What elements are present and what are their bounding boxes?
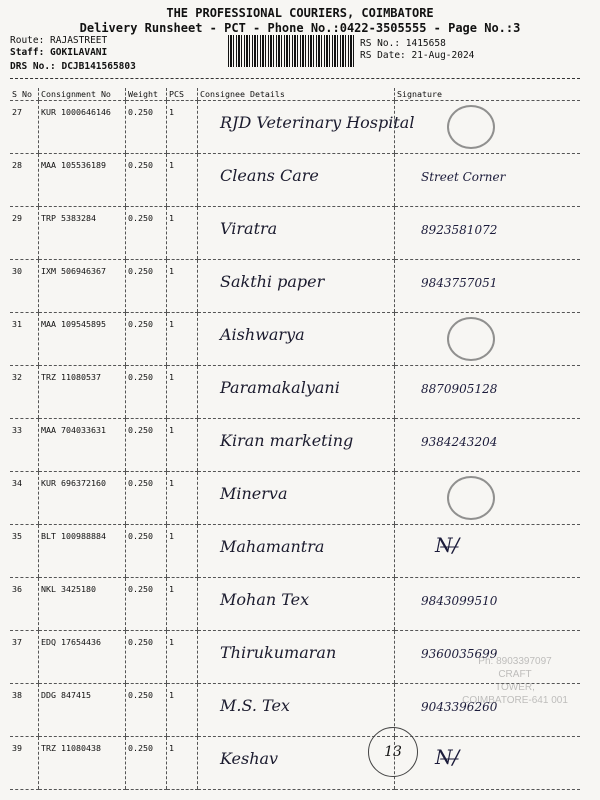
divider — [10, 78, 580, 79]
signature-text: 9043396260 — [421, 700, 498, 714]
route-label: Route: RAJASTREET — [10, 35, 108, 46]
weight: 0.250 — [126, 684, 167, 737]
signature-text: 9360035699 — [421, 647, 498, 661]
serial-number: 34 — [10, 472, 39, 525]
consignment-number: BLT 100988884 — [39, 525, 126, 578]
signature-cell — [395, 366, 581, 419]
pieces: 1 — [167, 737, 198, 790]
consignment-number: MAA 109545895 — [39, 313, 126, 366]
consignee-cell — [198, 260, 395, 313]
serial-number: 35 — [10, 525, 39, 578]
consignment-number: TRZ 11080438 — [39, 737, 126, 790]
signature-text: 8870905128 — [421, 382, 498, 396]
serial-number: 30 — [10, 260, 39, 313]
staff-label: Staff: GOKILAVANI — [10, 47, 108, 58]
weight: 0.250 — [126, 472, 167, 525]
table-row — [10, 472, 580, 525]
signature-text: 9843099510 — [421, 594, 498, 608]
consignment-number: EDQ 17654436 — [39, 631, 126, 684]
seal-stamp — [447, 105, 495, 149]
weight: 0.250 — [126, 313, 167, 366]
weight: 0.250 — [126, 737, 167, 790]
consignee-cell — [198, 472, 395, 525]
consignee-name: RJD Veterinary Hospital — [220, 113, 415, 132]
weight: 0.250 — [126, 631, 167, 684]
consignee-name: Mohan Tex — [220, 590, 310, 609]
consignee-cell — [198, 366, 395, 419]
consignment-number: DDG 847415 — [39, 684, 126, 737]
consignment-number: NKL 3425180 — [39, 578, 126, 631]
pieces: 1 — [167, 101, 198, 154]
col-sno: S No — [10, 88, 39, 101]
consignment-number: TRP 5383284 — [39, 207, 126, 260]
consignment-number: KUR 1000646146 — [39, 101, 126, 154]
table-header-row — [10, 88, 580, 101]
seal-stamp — [447, 317, 495, 361]
serial-number: 27 — [10, 101, 39, 154]
consignee-name: Minerva — [220, 484, 288, 503]
weight: 0.250 — [126, 260, 167, 313]
seal-stamp — [447, 476, 495, 520]
rs-number: RS No.: 1415658 — [360, 38, 446, 49]
weight: 0.250 — [126, 207, 167, 260]
serial-number: 38 — [10, 684, 39, 737]
col-consignee: Consignee Details — [198, 88, 395, 101]
signature-cell — [395, 525, 581, 578]
serial-number: 28 — [10, 154, 39, 207]
weight: 0.250 — [126, 578, 167, 631]
page-mark: 13 — [368, 727, 418, 777]
consignee-name: Sakthi paper — [220, 272, 325, 291]
consignee-cell — [198, 737, 395, 790]
pieces: 1 — [167, 207, 198, 260]
weight: 0.250 — [126, 419, 167, 472]
consignee-cell — [198, 631, 395, 684]
weight: 0.250 — [126, 366, 167, 419]
signature-cell — [395, 578, 581, 631]
weight: 0.250 — [126, 101, 167, 154]
consignee-name: Cleans Care — [220, 166, 319, 185]
pieces: 1 — [167, 525, 198, 578]
table-row — [10, 578, 580, 631]
signature-text: Street Corner — [421, 170, 506, 184]
pieces: 1 — [167, 260, 198, 313]
signature-text: N̶/̶ — [435, 745, 460, 769]
serial-number: 29 — [10, 207, 39, 260]
consignee-name: Thirukumaran — [220, 643, 337, 662]
table-row — [10, 525, 580, 578]
signature-text: 9843757051 — [421, 276, 498, 290]
consignment-number: IXM 506946367 — [39, 260, 126, 313]
drs-number: DRS No.: DCJB141565803 — [10, 61, 136, 72]
col-pcs: PCS — [167, 88, 198, 101]
consignee-name: Paramakalyani — [220, 378, 340, 397]
signature-cell — [395, 313, 581, 366]
consignee-cell — [198, 578, 395, 631]
table-row — [10, 419, 580, 472]
pieces: 1 — [167, 472, 198, 525]
table-row — [10, 260, 580, 313]
pieces: 1 — [167, 154, 198, 207]
pieces: 1 — [167, 631, 198, 684]
table-row — [10, 366, 580, 419]
signature-cell — [395, 260, 581, 313]
consignee-cell — [198, 419, 395, 472]
consignee-cell — [198, 154, 395, 207]
consignee-cell — [198, 525, 395, 578]
table-row — [10, 313, 580, 366]
consignee-cell — [198, 684, 395, 737]
consignee-name: Kiran marketing — [220, 431, 354, 450]
consignee-name: M.S. Tex — [220, 696, 290, 715]
serial-number: 37 — [10, 631, 39, 684]
serial-number: 36 — [10, 578, 39, 631]
barcode — [228, 35, 354, 67]
rs-date: RS Date: 21-Aug-2024 — [360, 50, 475, 61]
serial-number: 33 — [10, 419, 39, 472]
consignment-number: TRZ 11080537 — [39, 366, 126, 419]
signature-cell — [395, 207, 581, 260]
pieces: 1 — [167, 419, 198, 472]
table-row — [10, 737, 580, 790]
weight: 0.250 — [126, 525, 167, 578]
faded-stamp: Ph: 8903397097 CRAFT TOWER, COIMBATORE-641 001 — [462, 656, 568, 706]
consignment-number: MAA 704033631 — [39, 419, 126, 472]
signature-cell — [395, 737, 581, 790]
serial-number: 32 — [10, 366, 39, 419]
pieces: 1 — [167, 366, 198, 419]
pieces: 1 — [167, 684, 198, 737]
table-row — [10, 101, 580, 154]
col-consignment: Consignment No — [39, 88, 126, 101]
signature-cell — [395, 419, 581, 472]
serial-number: 39 — [10, 737, 39, 790]
consignee-name: Viratra — [220, 219, 278, 238]
table-row — [10, 207, 580, 260]
table-row — [10, 154, 580, 207]
consignment-number: MAA 105536189 — [39, 154, 126, 207]
consignee-cell — [198, 207, 395, 260]
consignee-cell — [198, 101, 415, 154]
consignee-cell — [198, 313, 395, 366]
signature-cell — [395, 101, 581, 154]
consignment-number: KUR 696372160 — [39, 472, 126, 525]
serial-number: 31 — [10, 313, 39, 366]
consignee-name: Aishwarya — [220, 325, 305, 344]
signature-cell — [395, 154, 581, 207]
pieces: 1 — [167, 578, 198, 631]
consignee-name: Mahamantra — [220, 537, 325, 556]
signature-cell — [395, 472, 581, 525]
weight: 0.250 — [126, 154, 167, 207]
signature-text: 9384243204 — [421, 435, 498, 449]
signature-text: N̶/̶ — [435, 533, 460, 557]
pieces: 1 — [167, 313, 198, 366]
col-signature: Signature — [395, 88, 581, 101]
signature-text: 8923581072 — [421, 223, 498, 237]
sheet-title: Delivery Runsheet - PCT - Phone No.:0422-3505555 - Page No.:3 — [79, 21, 521, 35]
consignee-name: Keshav — [220, 749, 279, 768]
col-weight: Weight — [126, 88, 167, 101]
company-name: THE PROFESSIONAL COURIERS, COIMBATORE — [166, 6, 434, 20]
